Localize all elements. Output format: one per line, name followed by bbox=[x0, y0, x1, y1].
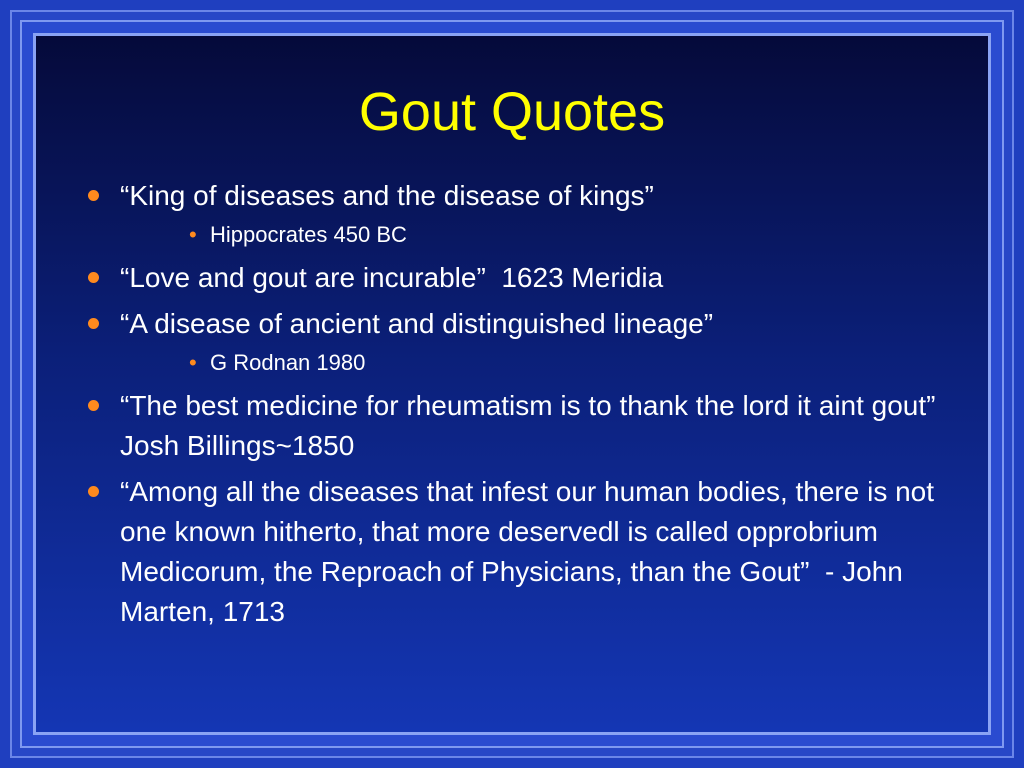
quote-attribution bbox=[86, 220, 966, 250]
orange-dot-icon bbox=[88, 272, 99, 283]
orange-dot-icon bbox=[88, 318, 99, 329]
orange-dot-icon bbox=[88, 486, 99, 497]
slide-title: Gout Quotes bbox=[358, 82, 666, 142]
orange-dot-icon bbox=[88, 190, 99, 201]
quote-text: “King of diseases and the disease of kings” bbox=[120, 180, 654, 211]
quote-text: “Love and gout are incurable” 1623 Meridia bbox=[120, 262, 664, 293]
slide bbox=[33, 33, 991, 735]
orange-small-dot-icon: • bbox=[189, 350, 197, 375]
quote-attribution bbox=[86, 348, 966, 378]
attribution-text: G Rodnan 1980 bbox=[210, 350, 366, 375]
quote-item bbox=[86, 472, 966, 632]
quote-text: “Among all the diseases that infest our human bodies, there is not one known hitherto, that more deservedl is called opprobrium Medicorum, the Reproach of Physicians, than the Gout” - John Marten, 1713 bbox=[120, 476, 935, 627]
quote-text: “A disease of ancient and distinguished lineage” bbox=[120, 308, 714, 339]
quote-item bbox=[86, 304, 966, 344]
orange-dot-icon bbox=[88, 400, 99, 411]
quote-item bbox=[86, 258, 966, 298]
quote-list bbox=[86, 176, 966, 638]
quote-item bbox=[86, 386, 966, 466]
quote-item bbox=[86, 176, 966, 216]
attribution-text: Hippocrates 450 BC bbox=[210, 222, 407, 247]
orange-small-dot-icon: • bbox=[189, 222, 197, 247]
quote-text: “The best medicine for rheumatism is to thank the lord it aint gout” Josh Billings~1850 bbox=[120, 390, 944, 461]
